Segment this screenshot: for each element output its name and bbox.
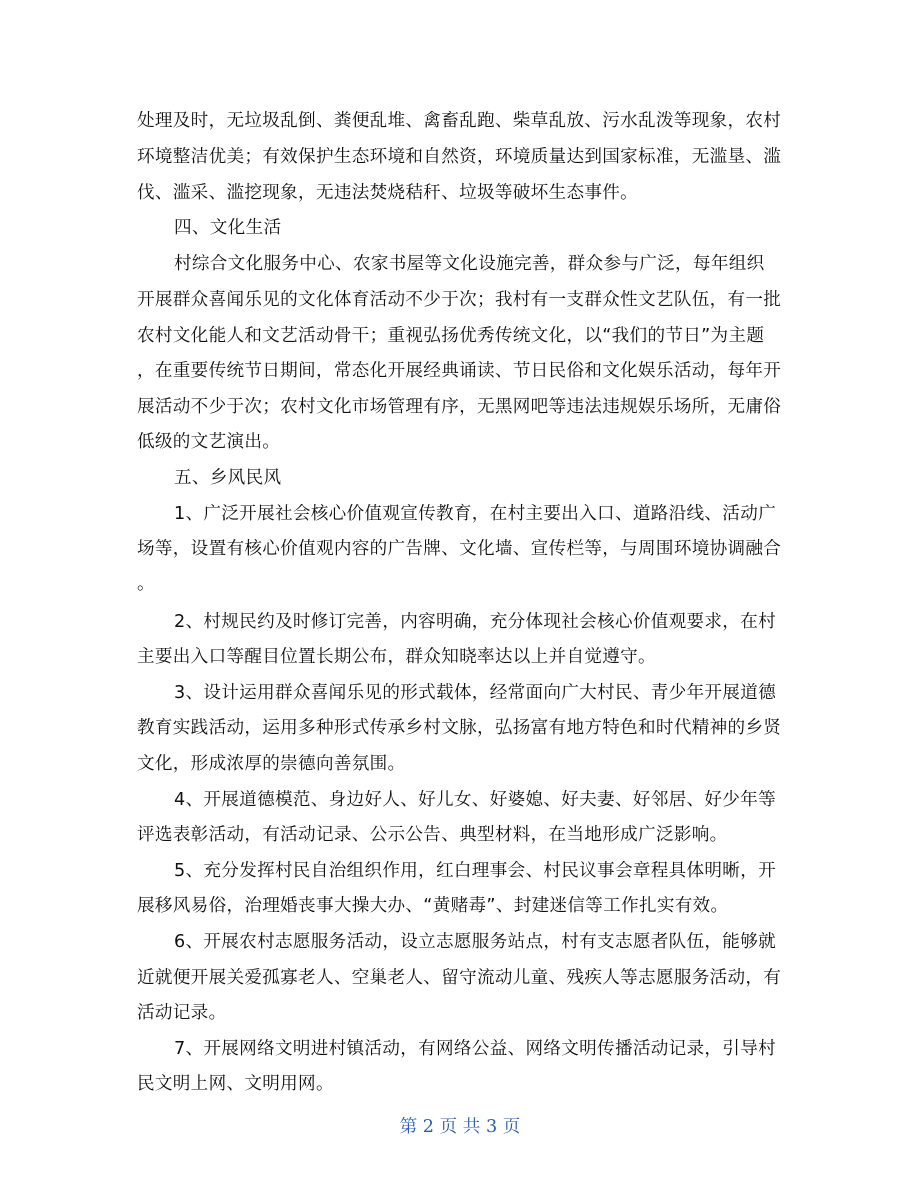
text-line: 评选表彰活动，有活动记录、公示公告、典型材料，在当地形成广泛影响。 [137,825,728,845]
text-line: 近就便开展关爱孤寡老人、空巢老人、留守流动儿童、残疾人等志愿服务活动，有 [137,968,782,988]
text-line: 展移风易俗，治理婚丧事大操大办、“黄赌毒”、封建迷信等工作扎实有效。 [137,896,729,916]
text-line: 。 [137,574,155,594]
text-line: 伐、滥采、滥挖现象，无违法焚烧秸秆、垃圾等破坏生态事件。 [137,183,639,203]
text-line: 文化，形成浓厚的崇德向善氛围。 [137,754,406,774]
text-line: 开展群众喜闻乐见的文化体育活动不少于次；我村有一支群众性文艺队伍，有一批 [137,290,782,310]
section-heading: 四、文化生活 [174,218,282,238]
text-line: 7、开展网络文明进村镇活动，有网络公益、网络文明传播活动记录，引导村 [174,1039,776,1059]
text-line: 村综合文化服务中心、农家书屋等文化设施完善，群众参与广泛，每年组织 [174,254,765,274]
text-line: 活动记录。 [137,1003,227,1023]
page-number-footer: 第 2 页 共 3 页 [399,1117,521,1137]
text-line: 5、充分发挥村民自治组织作用，红白理事会、村民议事会章程具体明晰，开 [174,861,776,881]
text-line: 2、村规民约及时修订完善，内容明确，充分体现社会核心价值观要求，在村 [174,612,776,632]
text-line: 主要出入口等醒目位置长期公布，群众知晓率达以上并自觉遵守。 [137,647,656,667]
text-line: 6、开展农村志愿服务活动，设立志愿服务站点，村有支志愿者队伍，能够就 [174,932,776,952]
section-heading: 五、乡风民风 [174,468,282,488]
text-line: 环境整洁优美；有效保护生态环境和自然资，环境质量达到国家标准，无滥垦、滥 [137,147,782,167]
text-line: 展活动不少于次；农村文化市场管理有序，无黑网吧等违法违规娱乐场所，无庸俗 [137,397,782,417]
text-line: 处理及时，无垃圾乱倒、粪便乱堆、禽畜乱跑、柴草乱放、污水乱泼等现象，农村 [137,111,782,131]
text-line: 3、设计运用群众喜闻乐见的形式载体，经常面向广大村民、青少年开展道德 [174,683,776,703]
text-line: 场等，设置有核心价值观内容的广告牌、文化墙、宣传栏等，与周围环境协调融合 [137,539,782,559]
text-line: ，在重要传统节日期间，常态化开展经典诵读、节日民俗和文化娱乐活动，每年开 [137,361,782,381]
text-line: 低级的文艺演出。 [137,432,281,452]
text-line: 教育实践活动，运用多种形式传承乡村文脉，弘扬富有地方特色和时代精神的乡贤 [137,718,782,738]
text-line: 民文明上网、文明用网。 [137,1074,334,1094]
text-line: 1、广泛开展社会核心价值观宣传教育，在村主要出入口、道路沿线、活动广 [174,504,776,524]
text-line: 农村文化能人和文艺活动骨干；重视弘扬优秀传统文化，以“我们的节日”为主题 [137,326,765,346]
text-line: 4、开展道德模范、身边好人、好儿女、好婆媳、好夫妻、好邻居、好少年等 [174,790,776,810]
